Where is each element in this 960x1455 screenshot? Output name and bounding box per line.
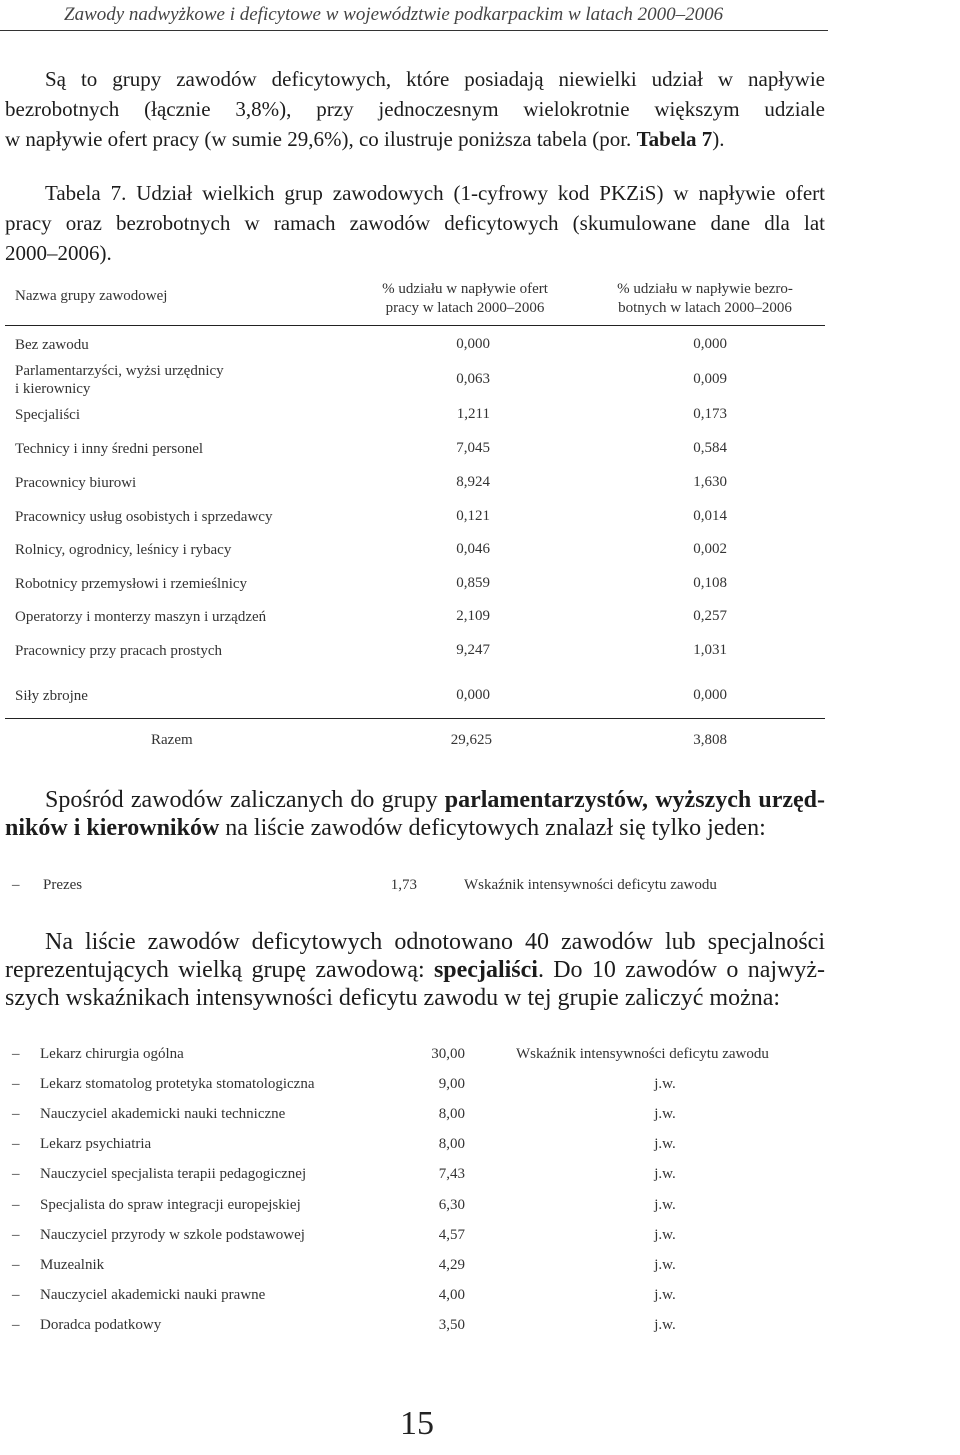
row-offers-value: 0,046 [456,541,490,557]
list-dash: – [12,1136,20,1153]
row-name: Pracownicy usług osobistych i sprzedawcy [15,509,273,525]
row-unemployed-value: 0,002 [693,541,727,557]
running-head: Zawody nadwyżkowe i deficytowe w województwie podkarpackim w latach 2000–2006 [64,4,724,25]
list-dash: – [12,1166,20,1183]
single-item-name: Prezes [43,877,83,893]
table-caption [5,178,825,268]
list-item-value: 4,29 [438,1256,465,1273]
list-item-value: 8,00 [438,1106,465,1123]
total-unemployed: 3,808 [693,732,727,748]
list-item-note: j.w. [654,1286,676,1303]
list-item-value: 7,43 [438,1166,465,1183]
page-number: 15 [400,1405,434,1442]
caption-line [5,178,825,208]
list-dash: – [12,1226,20,1243]
row-offers-value: 7,045 [456,440,490,456]
table-row-label [15,336,89,354]
row-offers-value: 0,000 [456,687,490,703]
list-item-name: Nauczyciel akademicki nauki prawne [40,1286,266,1303]
table-total-rule [5,718,825,719]
list-item-note: j.w. [654,1076,676,1093]
row-name: Parlamentarzyści, wyżsi urzędnicy [15,363,224,379]
list-item-value: 8,00 [438,1136,465,1153]
row-unemployed-value: 0,009 [693,371,727,387]
col-header-unemployed [590,280,820,318]
total-label: Razem [151,732,193,748]
list-item-note: j.w. [654,1106,676,1123]
row-name: Operatorzy i monterzy maszyn i urządzeń [15,609,267,625]
list-dash: – [12,1076,20,1093]
para2-text: Spośród zawodów zaliczanych do grupy [45,787,445,813]
list-item-value: 6,30 [438,1196,465,1213]
row-unemployed-value: 0,108 [693,575,727,591]
para3-text: reprezentujących wielką grupę zawodową: [5,957,434,983]
para2-bold: parlamentarzystów, wyższych urzęd- [444,787,826,813]
row-unemployed-value: 0,257 [693,608,727,624]
list-item-value: 3,50 [438,1316,465,1333]
row-name: Pracownicy przy pracach prostych [15,643,222,659]
table-reference: Tabela 7 [636,127,713,151]
paragraph-specialists [5,928,825,1012]
row-offers-value: 0,859 [456,575,490,591]
table-row-label [15,608,266,626]
para3-bold: specjaliści [433,957,538,983]
intro-line: bezrobotnych (łącznie 3,8%), przy jednoczesnym wielokrotnie większym udziale [5,97,825,121]
list-item-value: 4,57 [438,1226,465,1243]
table-header-rule [5,325,825,326]
intro-line: Są to grupy zawodów deficytowych, które posiadają niewielki udział w napływie [45,67,825,91]
list-dash: – [12,1106,20,1123]
row-unemployed-value: 0,584 [693,440,727,456]
list-dash: – [12,1196,20,1213]
single-item-note: Wskaźnik intensywności deficytu zawodu [464,877,717,893]
col-header-offers-line: % udziału w napływie ofert [382,281,548,297]
single-item-value: 1,73 [390,877,417,893]
table-row-label [15,687,88,705]
list-dash: – [12,1316,20,1333]
para3-line [5,956,825,984]
row-unemployed-value: 0,000 [693,336,727,352]
list-item-note: j.w. [654,1196,676,1213]
list-item-note: j.w. [654,1256,676,1273]
table-row-label [15,508,272,526]
list-item-name: Nauczyciel przyrody w szkole podstawowej [40,1226,305,1243]
col-header-offers-line: pracy w latach 2000–2006 [385,300,545,316]
intro-line [5,124,825,154]
caption-line: 2000–2006). [5,241,112,265]
header-rule [0,30,828,31]
col-header-name: Nazwa grupy zawodowej [15,288,168,304]
caption-text: Udział wielkich grup zawodowych (1-cyfrowy kod PKZiS) w napływie ofert [136,181,825,205]
row-name: Technicy i inny średni personel [15,441,204,457]
total-offers: 29,625 [450,732,492,748]
row-name: Specjaliści [15,407,80,423]
list-item-name: Specjalista do spraw integracji europejskiej [40,1196,301,1213]
row-name: Robotnicy przemysłowi i rzemieślnicy [15,576,248,592]
table-row-label [15,440,203,458]
row-name: Siły zbrojne [15,688,88,704]
row-offers-value: 9,247 [456,642,490,658]
list-item-name: Lekarz stomatolog protetyka stomatologiczna [40,1076,315,1093]
list-item-name: Doradca podatkowy [40,1316,162,1333]
list-dash: – [12,877,20,893]
list-item-note: j.w. [654,1166,676,1183]
list-item-name: Muzealnik [40,1256,105,1273]
row-offers-value: 8,924 [456,474,490,490]
row-offers-value: 1,211 [456,406,490,422]
row-offers-value: 0,121 [456,508,490,524]
caption-line: pracy oraz bezrobotnych w ramach zawodów deficytowych (skumulowane dane dla lat [5,211,825,235]
table-row-label [15,642,222,660]
caption-label: Tabela 7. [45,181,127,205]
row-name: Bez zawodu [15,337,89,353]
intro-paragraph [5,64,825,154]
list-item-name: Lekarz psychiatria [40,1136,152,1153]
list-item-note: j.w. [654,1316,676,1333]
list-item-value: 4,00 [438,1286,465,1303]
row-name: Rolnicy, ogrodnicy, leśnicy i rybacy [15,542,232,558]
list-item-name: Lekarz chirurgia ogólna [40,1046,184,1062]
paragraph-parliamentarians [5,786,825,842]
para3-line: szych wskaźnikach intensywności deficytu zawodu w tej grupie zaliczyć można: [5,985,781,1011]
para2-bold: ników i kierowników [5,815,220,841]
para3-line: Na liście zawodów deficytowych odnotowano 40 zawodów lub specjalności [45,929,825,955]
list-item-note: Wskaźnik intensywności deficytu zawodu [516,1046,769,1062]
row-name: Pracownicy biurowi [15,475,137,491]
row-unemployed-value: 0,173 [693,406,727,422]
col-header-unemployed-line: botnych w latach 2000–2006 [618,300,792,316]
row-unemployed-value: 1,630 [693,474,727,490]
list-item-name: Nauczyciel specjalista terapii pedagogicznej [40,1166,307,1183]
row-unemployed-value: 0,000 [693,687,727,703]
list-dash: – [12,1256,20,1273]
table-row-label [15,406,80,424]
row-offers-value: 0,063 [456,371,490,387]
col-header-unemployed-line: % udziału w napływie bezro- [617,281,793,297]
table-row-label [15,474,136,492]
list-item-note: j.w. [654,1136,676,1153]
para2-line [5,786,825,814]
row-name-continued: i kierownicy [15,381,91,397]
table-row-label [15,541,231,559]
para3-text: . Do 10 zawodów o najwyż- [537,957,825,983]
list-item-name: Nauczyciel akademicki nauki techniczne [40,1106,286,1123]
table-row-label [15,575,247,593]
col-header-offers [345,280,585,318]
para2-line [5,814,825,842]
intro-line-end: ). [712,127,725,151]
list-item-note: j.w. [654,1226,676,1243]
intro-line-text: w napływie ofert pracy (w sumie 29,6%), co ilustruje poniższa tabela (por. [5,127,632,151]
table-row-label [15,362,224,398]
list-dash: – [12,1286,20,1303]
list-item-value: 30,00 [431,1046,465,1062]
row-offers-value: 0,000 [456,336,490,352]
para2-text: na liście zawodów deficytowych znalazł się tylko jeden: [219,815,766,841]
row-unemployed-value: 1,031 [693,642,727,658]
row-unemployed-value: 0,014 [693,508,727,524]
list-item-value: 9,00 [438,1076,465,1093]
list-dash: – [12,1046,20,1062]
row-offers-value: 2,109 [456,608,490,624]
